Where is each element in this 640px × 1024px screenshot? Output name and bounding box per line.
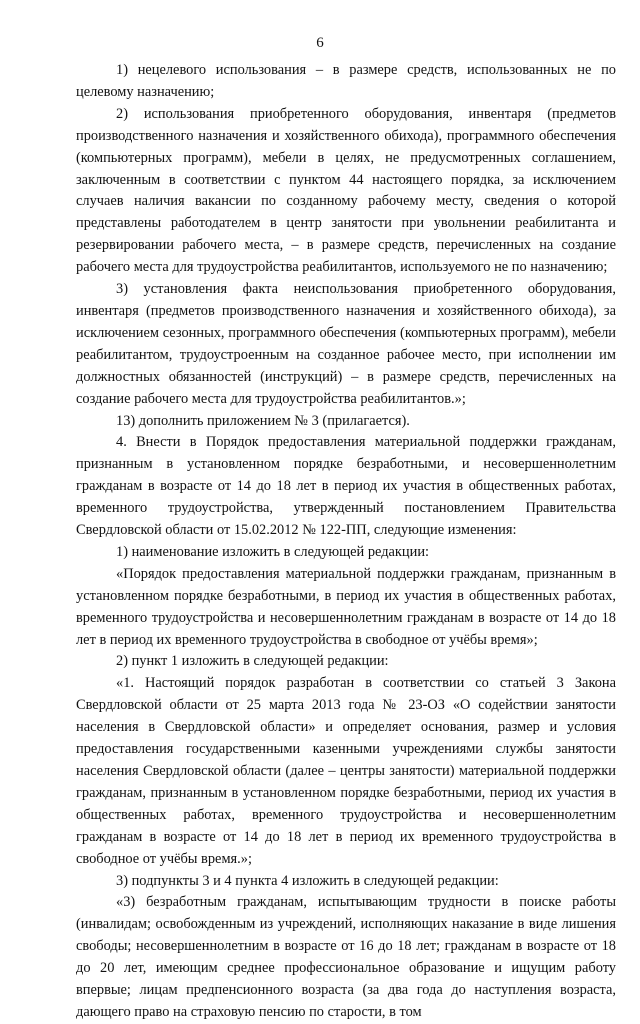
paragraph-item-1-misuse: 1) нецелевого использования – в размере средств, использованных не по целевому назначению; bbox=[76, 62, 616, 100]
paragraph-quoted-title: «Порядок предоставления материальной поддержки гражданам, признанным в установленном порядке безработными, в период их участия в общественных работах, временного трудоустройства и несовершеннолетним гражданам в возрасте от 14 до 18 лет в период их временного трудоустройства в свободное от учёбы время»; bbox=[76, 565, 616, 648]
paragraph-item-13-appendix: 13) дополнить приложением № 3 (прилагается). bbox=[116, 412, 410, 429]
paragraph-quoted-point-1: «1. Настоящий порядок разработан в соответствии со статьей 3 Закона Свердловской области от 25 марта 2013 года № 23-ОЗ «О содействии занятости населения в Свердловской области» и определяет основания, размер и условия предоставления государственными казенными учреждениями службы занятости населения Свердловской области (далее – центры занятости) материальной поддержки гражданам, признанным в установленном порядке безработными, период их участия в общественных работах, временного трудоустройства и несовершеннолетним гражданам в возрасте от 14 до 18 лет в период их временного трудоустройства в свободное от учёбы время.»; bbox=[76, 675, 616, 867]
paragraph-subitem-1-title: 1) наименование изложить в следующей редакции: bbox=[116, 543, 430, 560]
paragraph-subitem-2-point-1: 2) пункт 1 изложить в следующей редакции: bbox=[116, 653, 389, 670]
paragraph-item-2-equipment-use: 2) использования приобретенного оборудования, инвентаря (предметов производственного назначения и хозяйственного обихода), программного обеспечения (компьютерных программ), мебели в целях, не предусмотренных соглашением, заключенным в соответствии с пунктом 44 настоящего порядка, за исключением случаев наличия вакансии по созданному рабочему месту, сведения о которой представлены работодателем в центр занятости при увольнении реабилитанта и резервировании рабочего места, – в размере средств, перечисленных на создание рабочего места для трудоустройства реабилитантов, используемого не по назначению; bbox=[76, 105, 616, 276]
document-body bbox=[76, 60, 616, 1024]
page-number: 6 bbox=[316, 35, 324, 51]
paragraph-item-3-non-use: 3) установления факта неиспользования приобретенного оборудования, инвентаря (предметов производственного назначения и хозяйственного обихода), за исключением сезонных, программного обеспечения (компьютерных программ), мебели реабилитантом, трудоустроенным на созданное рабочее место, при исполнении им должностных обязанностей (инструкций) – в размере средств, перечисленных на создание рабочего места для трудоустройства реабилитантов.»; bbox=[76, 281, 616, 407]
paragraph-subitem-3-subpoints: 3) подпункты 3 и 4 пункта 4 изложить в следующей редакции: bbox=[116, 872, 499, 889]
paragraph-section-4: 4. Внести в Порядок предоставления материальной поддержки гражданам, признанным в установленном порядке безработными, и несовершеннолетним гражданам в возрасте от 14 до 18 лет в период их участия в общественных работах, временного трудоустройства, утвержденный постановлением Правительства Свердловской области от 15.02.2012 № 122-ПП, следующие изменения: bbox=[76, 434, 616, 539]
paragraph-quoted-subpoint-3: «3) безработным гражданам, испытывающим трудности в поиске работы (инвалидам; освобожденным из учреждений, исполняющих наказание в виде лишения свободы; несовершеннолетним в возрасте от 16 до 18 лет; гражданам в возрасте от 18 до 20 лет, имеющим среднее профессиональное образование и ищущим работу впервые; лицам предпенсионного возраста (за два года до наступления возраста, дающего право на страховую пенсию по старости, в том bbox=[76, 894, 616, 1020]
